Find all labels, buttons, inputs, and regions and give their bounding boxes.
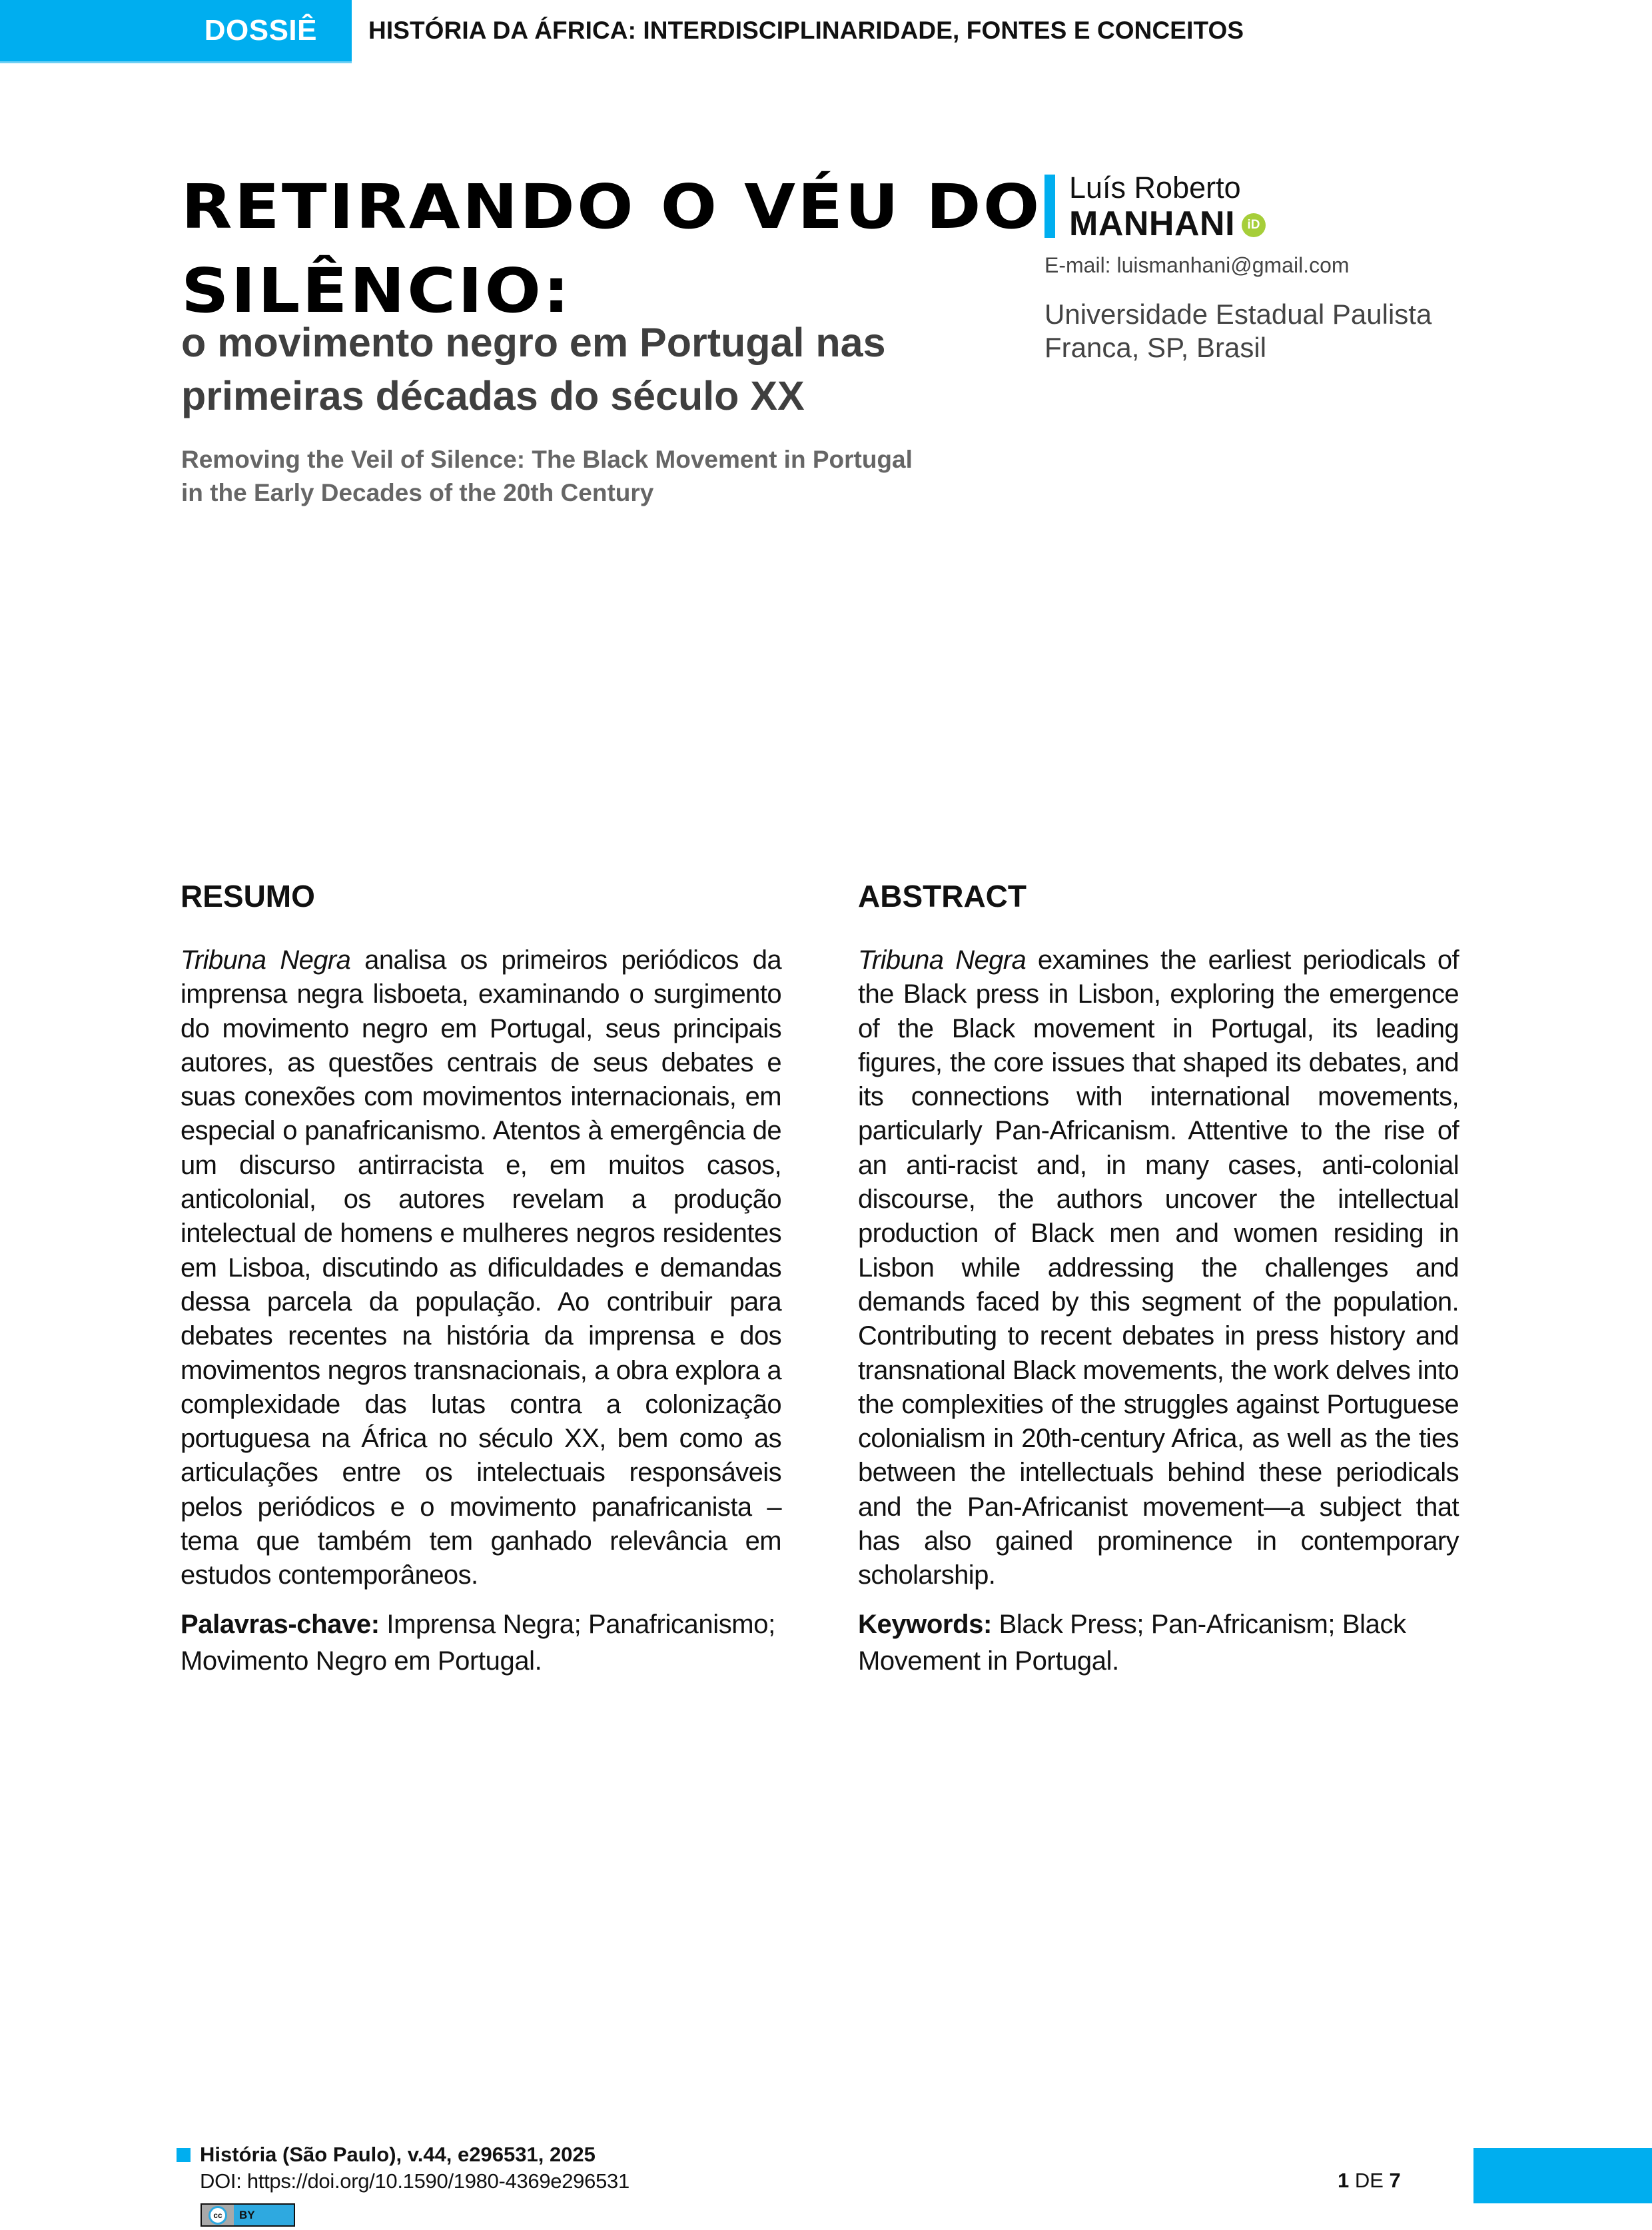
- resumo-keywords-text: Imprensa Negra; Panafricanismo; Movimento Negro em Portugal.: [181, 1609, 775, 1676]
- author-affiliation-line-1: Universidade Estadual Paulista: [1044, 298, 1432, 330]
- orcid-id-icon[interactable]: [1242, 213, 1266, 237]
- page-total: 7: [1389, 2169, 1401, 2192]
- orcid-label: iD: [1247, 218, 1260, 232]
- footer-doi-link[interactable]: DOI: https://doi.org/10.1590/1980-4369e296531: [200, 2169, 629, 2193]
- resumo-keywords: [181, 1606, 781, 1680]
- author-email[interactable]: E-mail: luismanhani@gmail.com: [1044, 253, 1350, 277]
- page-current: 1: [1338, 2169, 1350, 2192]
- author-affiliation: [1044, 298, 1432, 364]
- abstract-section: [858, 879, 1459, 1680]
- cc-by-license-badge[interactable]: [201, 2203, 295, 2227]
- resumo-heading: RESUMO: [181, 879, 315, 913]
- footer-accent-square: [177, 2148, 191, 2162]
- english-title-line-2: in the Early Decades of the 20th Century: [181, 479, 654, 506]
- author-first-name: Luís Roberto: [1069, 171, 1241, 205]
- author-last-name-row: [1069, 204, 1266, 244]
- section-tab: [0, 0, 352, 61]
- page-of: DE: [1349, 2169, 1390, 2192]
- article-subtitle-line-2: primeiras décadas do século XX: [181, 373, 805, 418]
- section-tab-underline: [0, 61, 352, 63]
- cc-label: cc: [213, 2210, 222, 2220]
- resumo-section: [181, 879, 781, 1680]
- footer-accent-bar: [1473, 2148, 1652, 2203]
- author-last-name: MANHANI: [1069, 205, 1236, 243]
- article-title: [181, 165, 1044, 333]
- section-label: DOSSIÊ: [204, 14, 317, 47]
- cc-by-label: BY: [239, 2208, 255, 2221]
- author-affiliation-line-2: Franca, SP, Brasil: [1044, 332, 1267, 363]
- resumo-keywords-label: Palavras-chave:: [181, 1609, 380, 1639]
- article-subtitle: [181, 316, 981, 422]
- creative-commons-icon: [208, 2206, 227, 2225]
- english-title-line-1: Removing the Veil of Silence: The Black Movement in Portugal: [181, 446, 913, 473]
- cc-icon-wrap: [202, 2205, 234, 2225]
- resumo-text: analisa os primeiros periódicos da imprensa negra lisboeta, examinando o surgimento do movimento negro em Portugal, seus principais autores, as questões centrais de seus debates e suas conexões com movimentos internacionais, em especial o panafricanismo. Atentos à emergência de um discurso antirracista e, em muitos casos, anticolonial, os autores revelam a produção intelectual de homens e mulheres negros residentes em Lisboa, discutindo as dificuldades e demandas dessa parcela da população. Ao contribuir para debates recentes na história da imprensa e dos movimentos negros transnacionais, a obra explora a complexidade das lutas contra a colonização portuguesa na África no século XX, bem como as articulações entre os intelectuais responsáveis pelos periódicos e o movimento panafricanista – tema que também tem ganhado relevância em estudos contemporâneos.: [181, 945, 781, 1590]
- article-title-line-1: RETIRANDO O VÉU DO: [181, 171, 1042, 243]
- abstract-keywords: [858, 1606, 1459, 1680]
- author-accent-bar: [1044, 175, 1055, 238]
- article-title-line-2: SILÊNCIO:: [181, 255, 572, 326]
- abstract-body: [858, 943, 1459, 1593]
- resumo-italic-lead: Tribuna Negra: [181, 945, 351, 975]
- abstract-italic-lead: Tribuna Negra: [858, 945, 1027, 975]
- resumo-body: [181, 943, 781, 1593]
- page-counter: [1338, 2169, 1401, 2193]
- abstract-keywords-text: Black Press; Pan-Africanism; Black Movement in Portugal.: [858, 1609, 1406, 1676]
- english-title: [181, 443, 981, 510]
- abstract-keywords-label: Keywords:: [858, 1609, 992, 1639]
- article-subtitle-line-1: o movimento negro em Portugal nas: [181, 320, 886, 365]
- dossier-title: HISTÓRIA DA ÁFRICA: INTERDISCIPLINARIDADE, FONTES E CONCEITOS: [368, 17, 1244, 44]
- abstract-heading: ABSTRACT: [858, 879, 1027, 913]
- footer-journal-citation: História (São Paulo), v.44, e296531, 2025: [200, 2143, 596, 2166]
- abstract-text: examines the earliest periodicals of the Black press in Lisbon, exploring the emergence of the Black movement in Portugal, its leading figures, the core issues that shaped its debates, and its connections with international movements, particularly Pan-Africanism. Attentive to the rise of an anti-racist and, in many cases, anti-colonial discourse, the authors uncover the intellectual production of Black men and women residing in Lisbon while addressing the challenges and demands faced by this segment of the population. Contributing to recent debates in press history and transnational Black movements, the work delves into the complexities of the struggles against Portuguese colonialism in 20th-century Africa, as well as the ties between the intellectuals behind these periodicals and the Pan-Africanist movement—a subject that has also gained prominence in contemporary scholarship.: [858, 945, 1459, 1590]
